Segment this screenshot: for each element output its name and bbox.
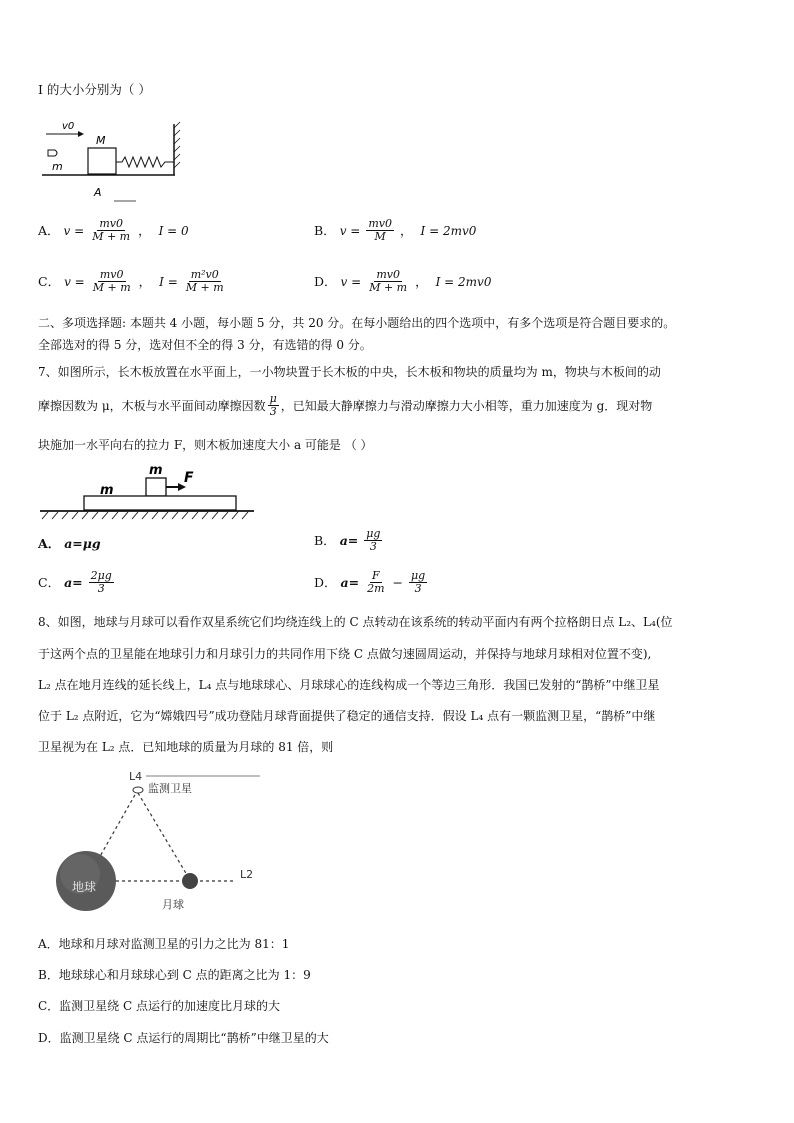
F-label: F bbox=[184, 470, 194, 486]
q8-line5: 卫星视为在 L₂ 点．已知地球的质量为月球的 81 倍，则 bbox=[38, 740, 334, 754]
q8-option-d: D．监测卫星绕 C 点运行的周期比“鹊桥”中继卫星的大 bbox=[38, 1031, 329, 1045]
M-label: M bbox=[96, 134, 106, 147]
q6-figure bbox=[38, 118, 188, 204]
moon-label: 月球 bbox=[162, 898, 184, 911]
earth-label: 地球 bbox=[72, 880, 97, 894]
block-m-label: m bbox=[149, 463, 163, 478]
bullet bbox=[48, 150, 57, 156]
L2-label: L2 bbox=[240, 868, 254, 881]
q6-option-c: C． v = $\frac{mv0}{M + m}$ ， I = $\frac{\text{m²v0}}{M + m}$ bbox=[38, 268, 224, 294]
q8-option-a: A．地球和月球对监测卫星的引力之比为 81：1 bbox=[38, 937, 290, 951]
q7-line2: 摩擦因数为 μ，木板与水平面间动摩擦因数 $\frac{\mu}{3}$ ，已知最大静摩擦力与滑动摩擦力大小相等，重力加速度为 g．现对物 bbox=[38, 392, 653, 418]
q7-option-c: C． a= $\frac{2\mu g}{3}$ bbox=[38, 569, 112, 595]
block-M bbox=[88, 148, 116, 174]
A-label: A bbox=[94, 186, 102, 199]
board-m-label: m bbox=[100, 483, 114, 498]
q6-option-a: A． v = $\frac{mv0}{M + m}$ ， I = 0 bbox=[38, 217, 189, 243]
q8-option-b: B．地球球心和月球球心到 C 点的距离之比为 1：9 bbox=[38, 968, 311, 982]
q7-line1: 7、如图所示，长木板放置在水平面上，一小物块置于长木板的中央，长木板和物块的质量均为 m，物块与木板间的动 bbox=[38, 365, 661, 379]
q8-option-c: C．监测卫星绕 C 点运行的加速度比月球的大 bbox=[38, 999, 280, 1013]
q7-option-b: B． a= $\frac{\mu g}{3}$ bbox=[314, 527, 381, 553]
q6-stem-tail: I 的大小分别为（ ） bbox=[38, 82, 151, 97]
q7-figure bbox=[38, 460, 256, 522]
q7-option-a: A． a=μg bbox=[38, 536, 101, 551]
monitor-satellite bbox=[133, 787, 143, 793]
section2-line1: 二、多项选择题: 本题共 4 小题，每小题 5 分，共 20 分。在每小题给出的四个选项中，有多个选项是符合题目要求的。 bbox=[38, 316, 676, 330]
q8-line4: 位于 L₂ 点附近，它为“嫦娥四号”成功登陆月球背面提供了稳定的通信支持．假设 L₄ 点有一颗监测卫星，“鹊桥”中继 bbox=[38, 709, 656, 723]
q6-option-b: B． v = $\frac{mv0}{M}$ ， I = 2mv0 bbox=[314, 217, 477, 243]
q8-line1: 8、如图，地球与月球可以看作双星系统它们均绕连线上的 C 点转动在该系统的转动平面内有两个拉格朗日点 L₂、L₄(位 bbox=[38, 615, 673, 629]
q8-figure bbox=[50, 766, 270, 926]
q7-line3: 块施加一水平向右的拉力 F，则木板加速度大小 a 可能是 （ ） bbox=[38, 438, 373, 452]
q8-line3: L₂ 点在地月连线的延长线上，L₄ 点与地球球心、月球球心的连线构成一个等边三角形．我国已发射的“鹊桥”中继卫星 bbox=[38, 678, 660, 692]
monitor-satellite-label: 监测卫星 bbox=[148, 782, 192, 795]
moon bbox=[182, 873, 198, 889]
v0-label: v0 bbox=[62, 121, 75, 132]
q7-option-d: D． a= $\frac{F}{2m}$ − $\frac{\mu g}{3}$ bbox=[314, 569, 426, 595]
q6-option-d: D． v = $\frac{mv0}{M + m}$ ， I = 2mv0 bbox=[314, 268, 492, 294]
L4-label: L4 bbox=[129, 770, 143, 783]
m-label: m bbox=[52, 160, 63, 173]
q8-line2: 于这两个点的卫星能在地球引力和月球引力的共同作用下绕 C 点做匀速圆周运动，并保持与地球月球相对位置不变), bbox=[38, 647, 652, 661]
long-board bbox=[84, 496, 236, 510]
section2-line2: 全部选对的得 5 分，选对但不全的得 3 分，有选错的得 0 分。 bbox=[38, 338, 372, 352]
small-block bbox=[146, 478, 166, 496]
spring bbox=[116, 157, 174, 167]
